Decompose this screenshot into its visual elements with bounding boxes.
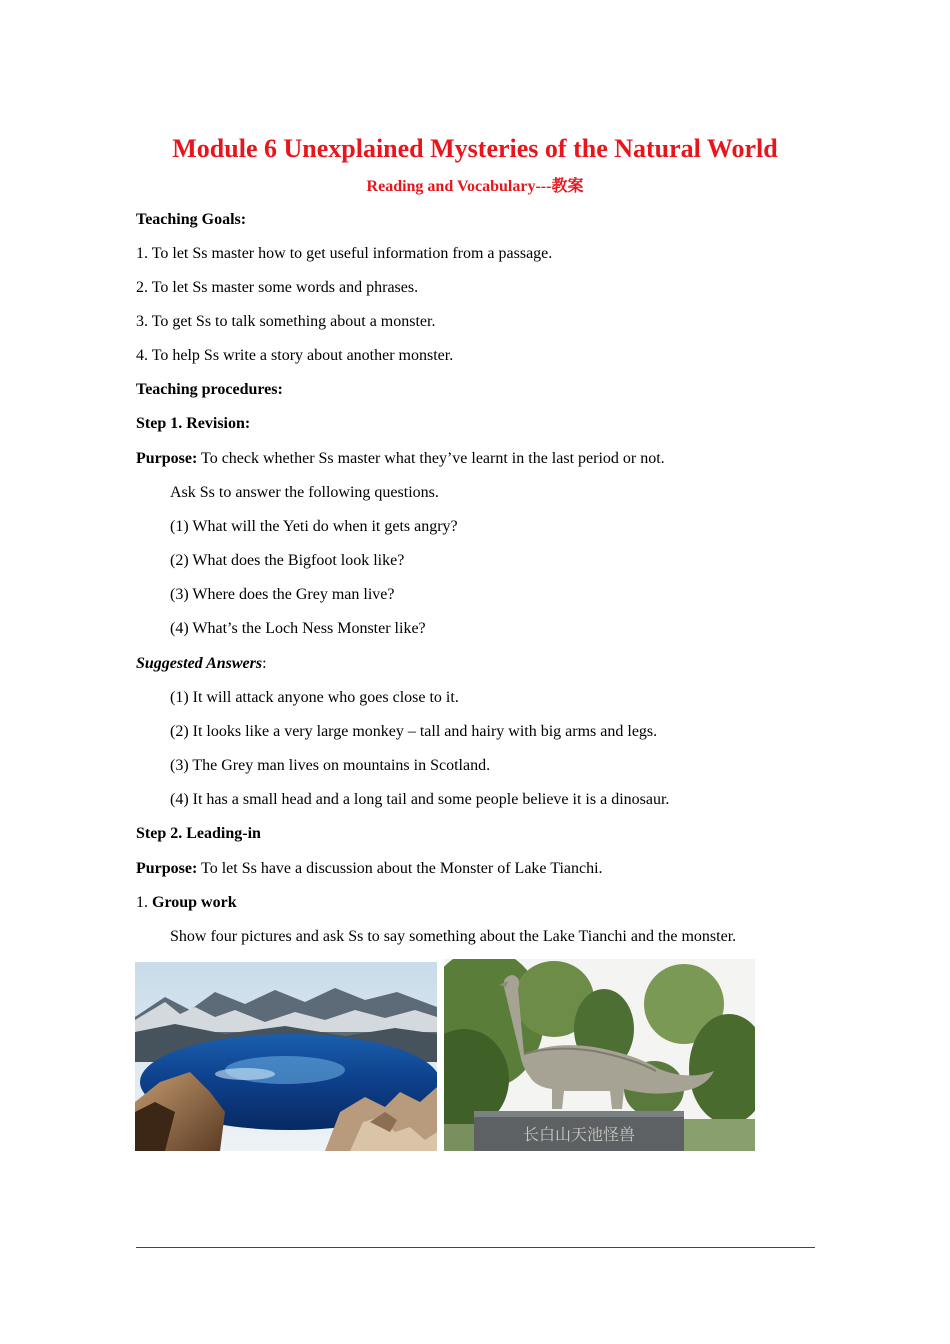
answer-item: (2) It looks like a very large monkey – tall and hairy with big arms and legs.: [170, 723, 658, 740]
group-work-line: [136, 892, 237, 914]
teaching-goals-heading: Teaching Goals:: [136, 211, 247, 228]
step1-purpose: [136, 448, 665, 470]
statue-inscription: 长白山天池怪兽: [522, 1125, 636, 1144]
page-subtitle: Reading and Vocabulary---教案: [366, 178, 584, 195]
group-number: 1.: [136, 894, 152, 911]
suggested-answers-heading: [136, 653, 267, 675]
purpose-text: To check whether Ss master what they’ve learnt in the last period or not.: [197, 450, 665, 467]
goal-item: 4. To help Ss write a story about another monster.: [136, 347, 454, 364]
answer-item: (3) The Grey man lives on mountains in Scotland.: [170, 757, 491, 774]
question-item: (4) What’s the Loch Ness Monster like?: [170, 620, 426, 637]
lake-tianchi-photo: [135, 962, 437, 1151]
step1-instruction: Ask Ss to answer the following questions.: [170, 484, 439, 501]
step2-instruction: Show four pictures and ask Ss to say something about the Lake Tianchi and the monster.: [170, 928, 737, 945]
step2-purpose: [136, 858, 603, 880]
goal-item: 1. To let Ss master how to get useful information from a passage.: [136, 245, 553, 262]
step1-heading: Step 1. Revision:: [136, 415, 251, 432]
purpose-label: Purpose:: [136, 860, 198, 877]
question-item: (1) What will the Yeti do when it gets angry?: [170, 518, 458, 535]
procedures-heading: Teaching procedures:: [136, 381, 283, 398]
answers-colon: :: [262, 655, 267, 672]
step2-heading: Step 2. Leading-in: [136, 825, 261, 842]
page-title: Module 6 Unexplained Mysteries of the Natural World: [172, 134, 778, 163]
goal-item: 3. To get Ss to talk something about a monster.: [136, 313, 436, 330]
answers-label: Suggested Answers: [136, 655, 263, 672]
purpose-text: To let Ss have a discussion about the Monster of Lake Tianchi.: [197, 860, 603, 877]
purpose-label: Purpose:: [136, 450, 198, 467]
question-item: (3) Where does the Grey man live?: [170, 586, 395, 603]
goal-item: 2. To let Ss master some words and phrases.: [136, 279, 419, 296]
answer-item: (1) It will attack anyone who goes close to it.: [170, 689, 459, 706]
group-work-label: Group work: [152, 894, 237, 911]
footer-rule: [136, 1247, 815, 1248]
answer-item: (4) It has a small head and a long tail and some people believe it is a dinosaur.: [170, 791, 670, 808]
monster-statue-photo: [444, 959, 755, 1151]
question-item: (2) What does the Bigfoot look like?: [170, 552, 405, 569]
